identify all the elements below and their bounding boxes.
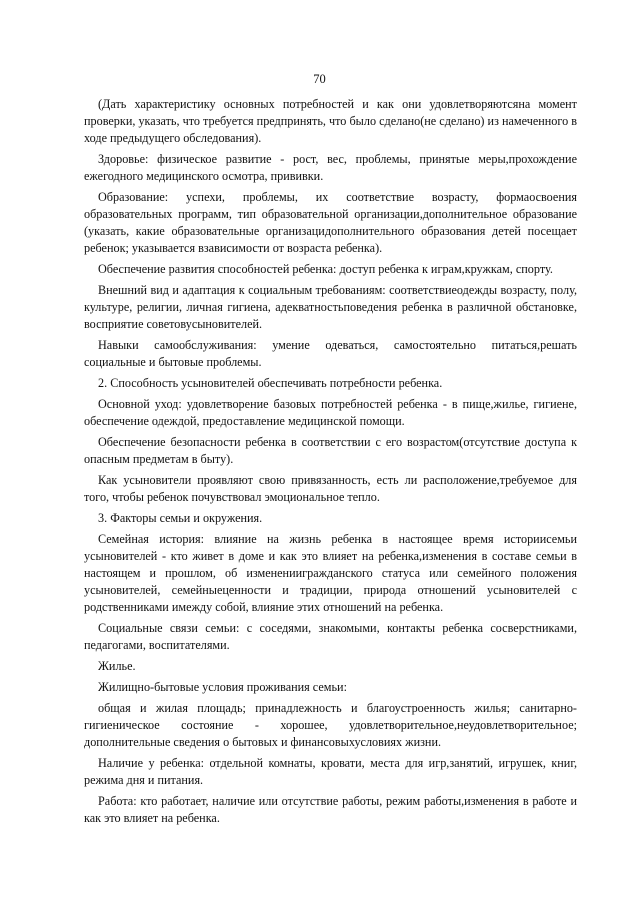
paragraph-health: Здоровье: физическое развитие - рост, вес, проблемы, принятые меры,прохождение ежегодного медицинского осмотра, прививки.	[84, 152, 577, 183]
paragraph-basic-care: Основной уход: удовлетворение базовых потребностей ребенка - в пище,жилье, гигиене, обеспечение одеждой, предоставление медицинской помощи.	[84, 397, 577, 428]
paragraph-development: Обеспечение развития способностей ребенка: доступ ребенка к играм,кружкам, спорту.	[98, 262, 553, 276]
page-number: 70	[313, 72, 326, 86]
paragraph-self-care: Навыки самообслуживания: умение одеваться, самостоятельно питаться,решать социальные и бытовые проблемы.	[84, 338, 577, 369]
paragraph-child-resources: Наличие у ребенка: отдельной комнаты, кровати, места для игр,занятий, игрушек, книг, режима дня и питания.	[84, 756, 577, 787]
paragraph-appearance: Внешний вид и адаптация к социальным требованиям: соответствиеодежды возрасту, полу, культуре, религии, личная гигиена, адекватностьповедения ребенка в различной обстановке, восприятие советовусыновителей.	[84, 283, 577, 331]
paragraph-education: Образование: успехи, проблемы, их соответствие возрасту, формаосвоения образовательных программ, тип образовательной организации,дополнительное образование (указать, какие образовательные организацидополнительного образования детей посещает ребенок; указывается взависимости от возраста ребенка).	[84, 190, 577, 255]
document-body	[84, 96, 577, 831]
section-heading-3: 3. Факторы семьи и окружения.	[98, 511, 263, 525]
paragraph-housing-heading: Жилье.	[98, 659, 136, 673]
paragraph-living-details: общая и жилая площадь; принадлежность и благоустроенность жилья; санитарно-гигиеническое состояние - хорошее, удовлетворительное,неудовлетворительное; дополнительные сведения о бытовых и финансовыхусловиях жизни.	[84, 701, 577, 749]
paragraph-family-history: Семейная история: влияние на жизнь ребенка в настоящее время историисемьи усыновителей - кто живет в доме и как это влияет на ребенка,изменения в составе семьи в настоящем и прошлом, об изменениигражданского статуса или семейного положения усыновителей, семейныеценности и традиции, природа отношений усыновителей с родственниками имежду собой, влияние этих отношений на ребенка.	[84, 532, 577, 614]
paragraph-intro: (Дать характеристику основных потребностей и как они удовлетворяютсяна момент проверки, указать, что требуется предпринять, что было сделано(не сделано) из намеченного в ходе предыдущего обследования).	[84, 97, 577, 145]
paragraph-attachment: Как усыновители проявляют свою привязанность, есть ли расположение,требуемое для того, чтобы ребенок почувствовал эмоциональное тепло.	[84, 473, 577, 504]
paragraph-living-conditions: Жилищно-бытовые условия проживания семьи:	[98, 680, 347, 694]
section-heading-2: 2. Способность усыновителей обеспечивать потребности ребенка.	[98, 376, 443, 390]
paragraph-safety: Обеспечение безопасности ребенка в соответствии с его возрастом(отсутствие доступа к опасным предметам в быту).	[84, 435, 577, 466]
paragraph-social-ties: Социальные связи семьи: с соседями, знакомыми, контакты ребенка сосверстниками, педагогами, воспитателями.	[84, 621, 577, 652]
paragraph-work: Работа: кто работает, наличие или отсутствие работы, режим работы,изменения в работе и как это влияет на ребенка.	[84, 794, 577, 825]
